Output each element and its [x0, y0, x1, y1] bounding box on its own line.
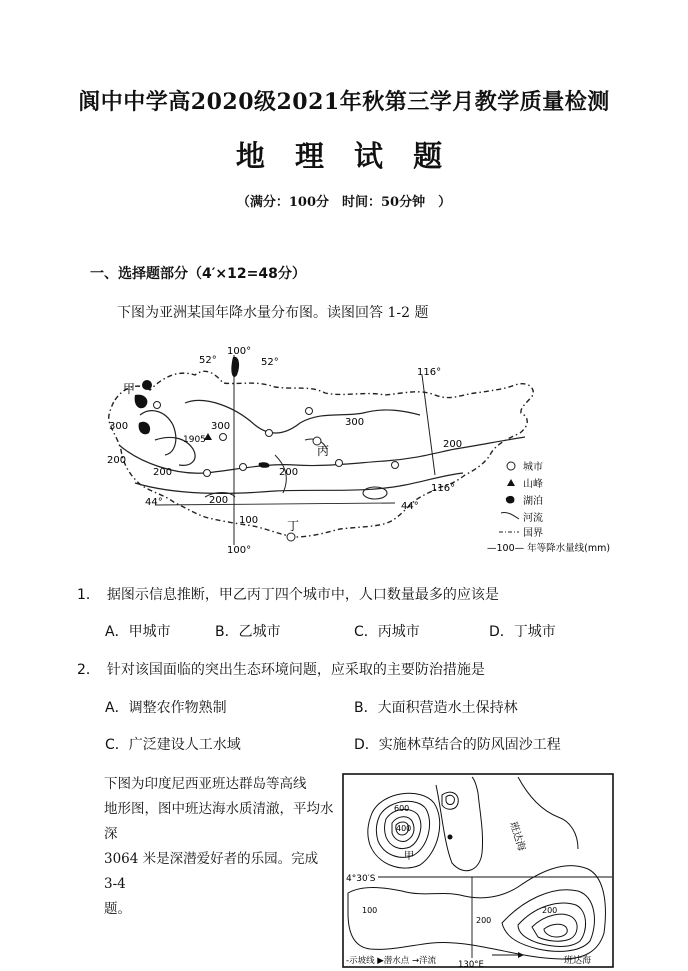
- label-city-bing: 丙: [317, 444, 330, 458]
- city-marker: [306, 408, 313, 415]
- map-legend: [487, 460, 610, 554]
- label-isoline-300: 300: [211, 421, 231, 432]
- question-1-stem: 1． 据图示信息推断，甲乙丙丁四个城市中，人口数量最多的应该是: [77, 587, 499, 603]
- city-marker: [220, 434, 227, 441]
- label-longitude: 130°E: [458, 960, 484, 968]
- q2-option-a: A．调整农作物熟制: [105, 700, 227, 716]
- label-isoline-300: 300: [345, 417, 365, 428]
- label-map-legend: -示坡线 ▶潜水点 →洋流: [346, 956, 437, 966]
- label-isoline-200: 200: [279, 467, 299, 478]
- label-isoline-300: 300: [109, 421, 129, 432]
- lake: [259, 462, 270, 468]
- isoline-100: [135, 473, 463, 493]
- lake: [139, 422, 150, 435]
- q1-option-b: B．乙城市: [215, 624, 281, 640]
- label-lon116-top: 116°: [417, 367, 442, 378]
- label-jia: 甲: [404, 851, 414, 862]
- q2-option-c: C．广泛建设人工水域: [105, 737, 241, 753]
- q2-option-d: D．实施林草结合的防风固沙工程: [354, 737, 561, 753]
- label-lat52-left: 52°: [199, 355, 217, 366]
- label-contour-600: 600: [394, 804, 410, 813]
- label-banda-sea-bottom: 班达海: [564, 956, 592, 966]
- city-marker: [154, 402, 161, 409]
- label-contour-400: 400: [396, 824, 412, 833]
- q1-option-a: A．甲城市: [105, 624, 171, 640]
- label-lon116-bottom: 116°: [431, 483, 456, 494]
- city-marker: [204, 470, 211, 477]
- label-lon100-top: 100°: [227, 346, 252, 357]
- precipitation-map: [95, 345, 615, 560]
- page-title: 地 理 试 题: [235, 139, 453, 173]
- question-2-stem: 2． 针对该国面临的突出生态环境问题，应采取的主要防治措施是: [77, 662, 485, 678]
- q2-option-b: B．大面积营造水土保持林: [354, 700, 518, 716]
- label-isoline-100: 100: [239, 515, 259, 526]
- parallel-44: [155, 503, 395, 505]
- exam-header: 阆中中学高2020级2021年秋第三学月教学质量检测: [78, 89, 610, 115]
- lake: [231, 357, 239, 377]
- label-isoline-200: 200: [153, 467, 173, 478]
- label-banda-sea-vertical: 班达海: [507, 820, 527, 853]
- q1-option-c: C．丙城市: [354, 624, 420, 640]
- label-lat44-right: 44°: [401, 501, 419, 512]
- label-isoline-200: 200: [107, 455, 127, 466]
- label-contour-200: 200: [476, 916, 492, 925]
- label-latitude: 4°30′S: [346, 874, 376, 884]
- label-contour-100: 100: [362, 906, 378, 915]
- label-isoline-200: 200: [209, 495, 229, 506]
- legend-isoline: —100— 年等降水量线(mm): [487, 543, 611, 554]
- label-elevation: 1905: [183, 435, 206, 445]
- dive-point-marker: [448, 835, 453, 840]
- label-lat44-left: 44°: [145, 497, 163, 508]
- meridian-116: [422, 375, 435, 475]
- label-lon100-bottom: 100°: [227, 545, 252, 556]
- city-marker: [336, 460, 343, 467]
- passage-line: 下图为印度尼西亚班达群岛等高线: [104, 776, 307, 792]
- q1-option-d: D．丁城市: [489, 624, 556, 640]
- city-marker: [142, 380, 152, 390]
- legend-border: 国界: [523, 528, 543, 539]
- passage-3-4: [104, 772, 334, 922]
- passage-line: 地形图，图中班达海水质清澈，平均水深: [104, 801, 334, 842]
- legend-river: 河流: [523, 513, 543, 524]
- city-marker: [240, 464, 247, 471]
- passage-line: 题。: [104, 901, 131, 917]
- city-marker: [266, 430, 273, 437]
- question-intro: 下图为亚洲某国年降水量分布图。读图回答 1-2 题: [117, 305, 429, 321]
- lake: [135, 395, 148, 409]
- passage-line: 3064 米是深潜爱好者的乐园。完成 3-4: [104, 851, 319, 892]
- legend-city: 城市: [523, 462, 543, 473]
- label-city-ding: 丁: [287, 519, 300, 533]
- label-contour-200: 200: [542, 906, 558, 915]
- legend-peak: 山峰: [523, 479, 543, 490]
- section-heading: 一、选择题部分（4′×12=48分）: [90, 266, 306, 282]
- label-isoline-200: 200: [443, 439, 463, 450]
- city-marker: [287, 533, 295, 541]
- legend-lake: 湖泊: [523, 496, 543, 507]
- label-city-jia: 甲: [123, 382, 136, 396]
- exam-meta: （满分：100分 时间：50分钟 ）: [236, 195, 452, 210]
- city-marker: [392, 462, 399, 469]
- label-lat52-right: 52°: [261, 357, 279, 368]
- banda-contour-map: [342, 773, 614, 968]
